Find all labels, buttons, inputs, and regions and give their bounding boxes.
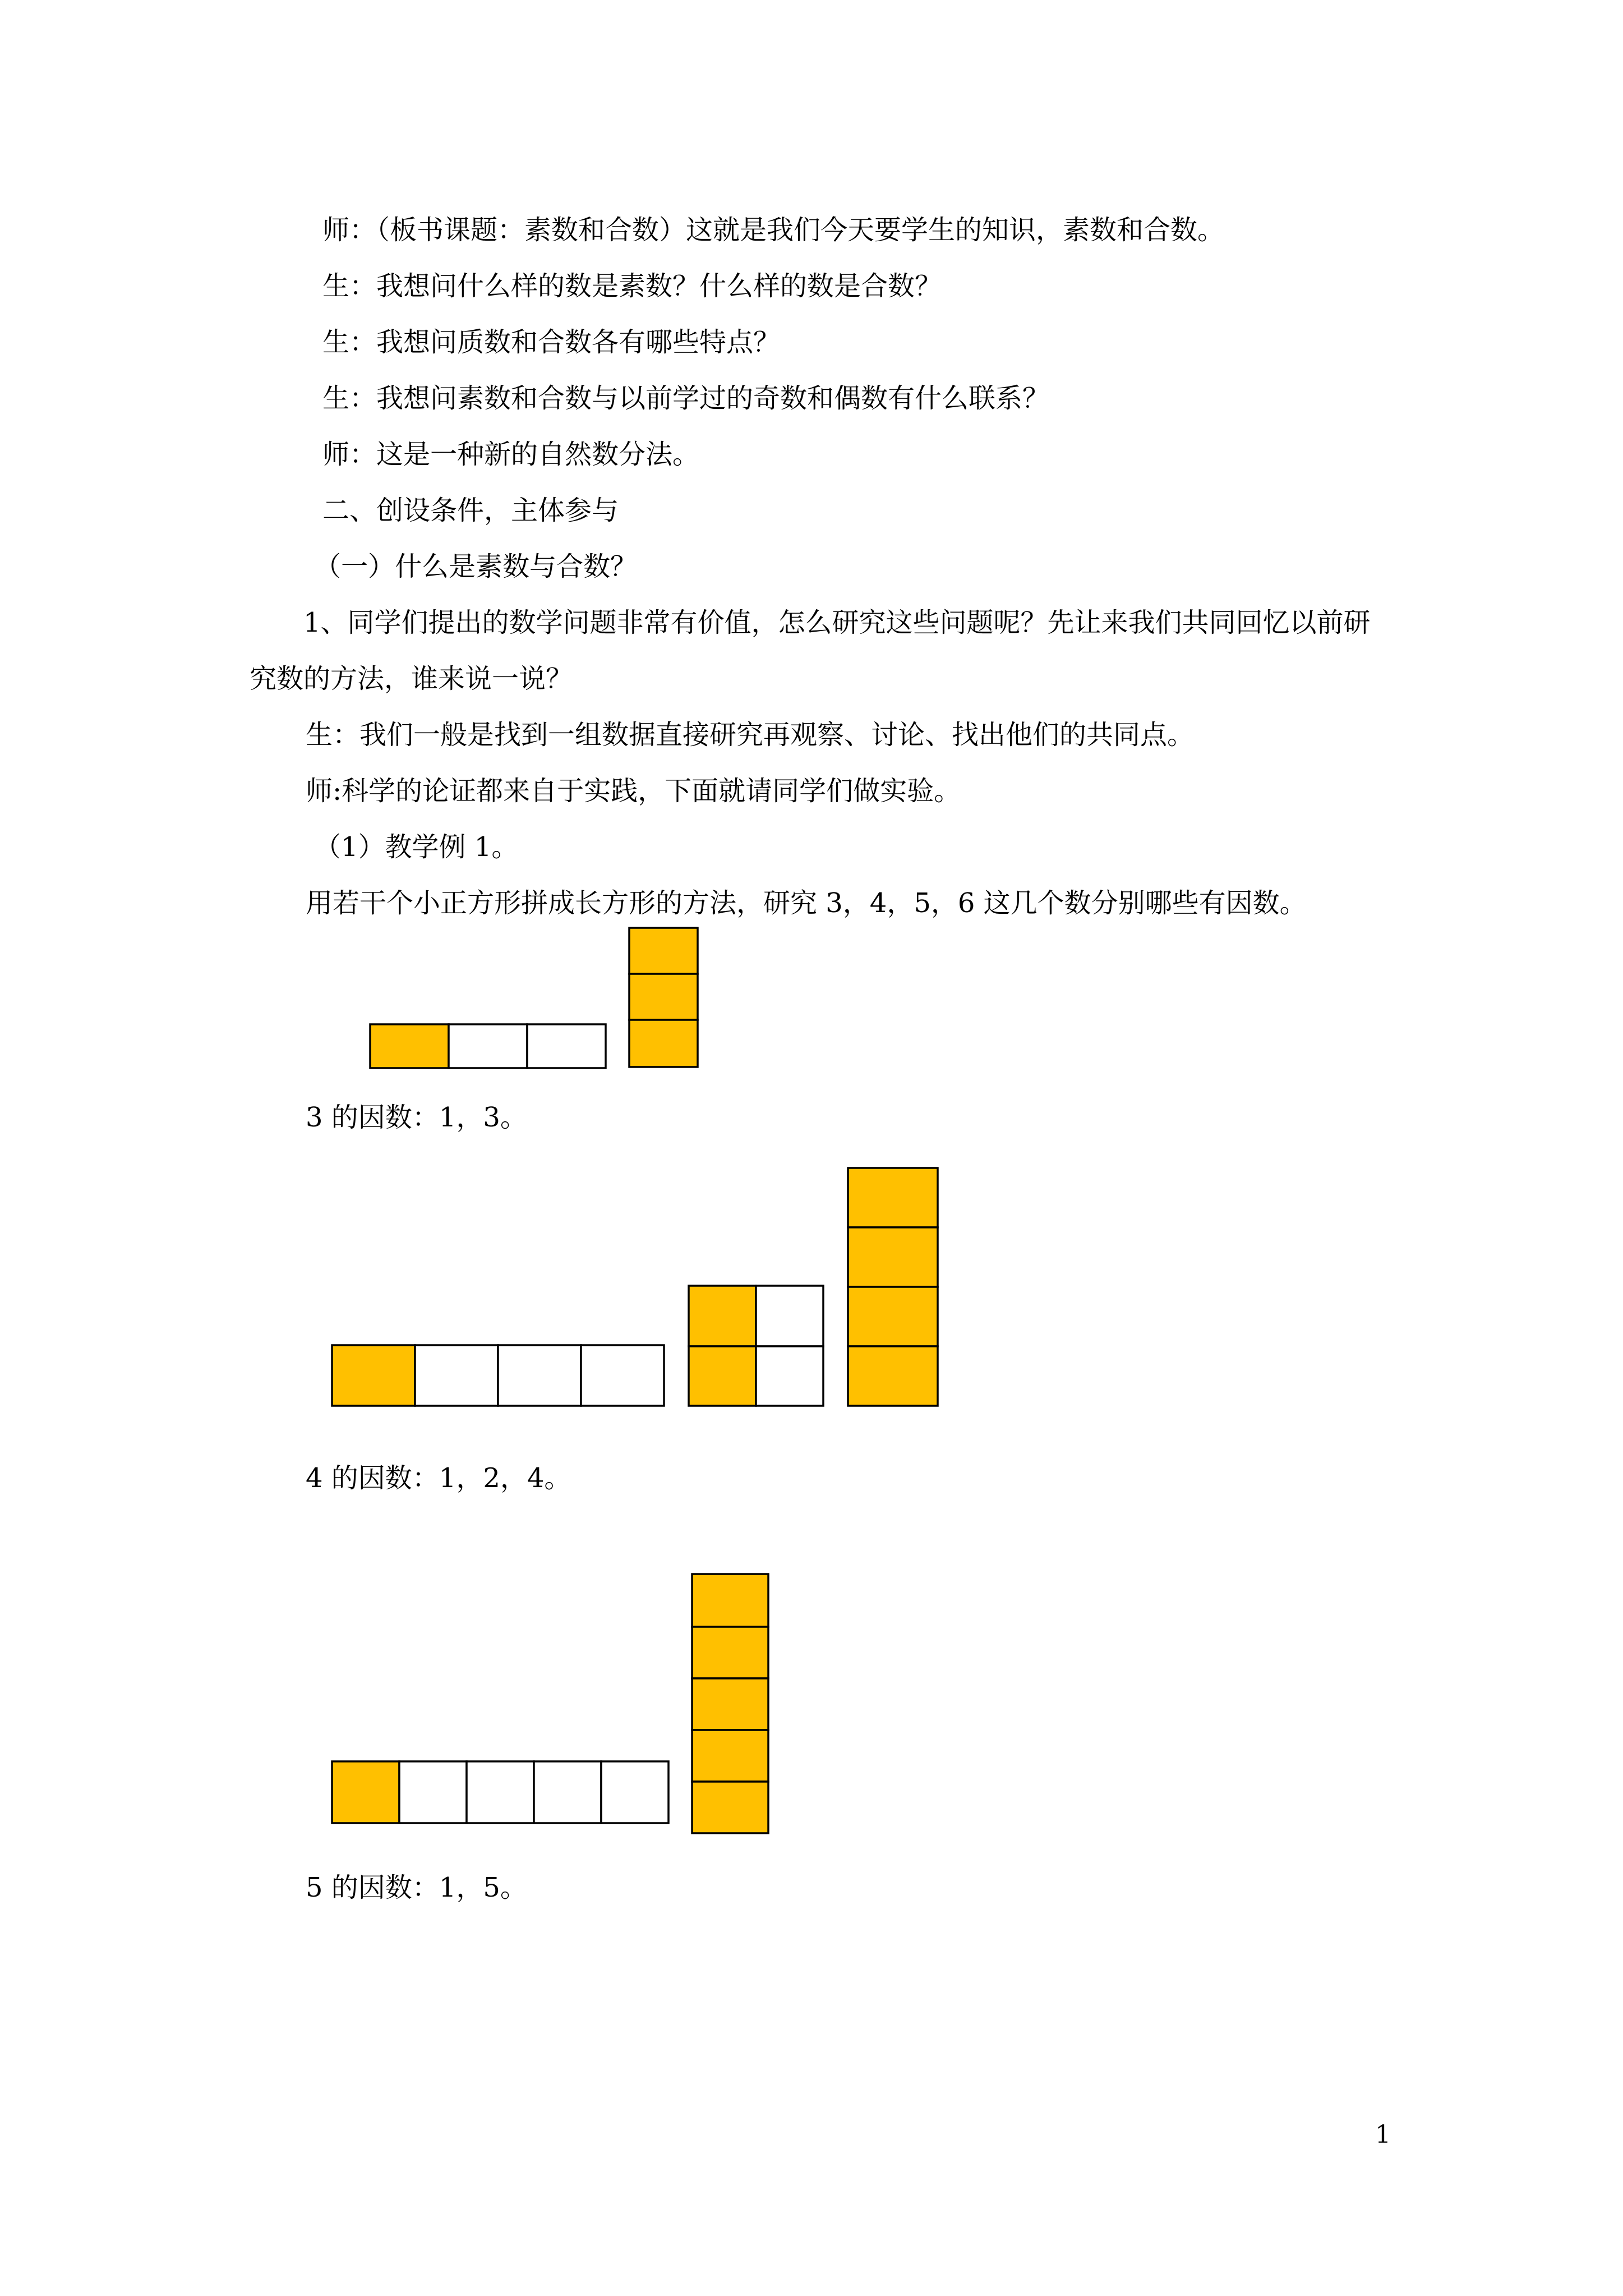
square-cell [692, 1678, 768, 1730]
square-cell [692, 1574, 768, 1627]
subsection-heading: （一）什么是素数与合数？ [314, 551, 638, 582]
square-cell [601, 1761, 668, 1823]
column-3x1 [629, 928, 698, 1067]
square-cell [848, 1346, 938, 1406]
row-1x3 [370, 1024, 606, 1068]
row-1x4 [332, 1345, 664, 1406]
square-cell [332, 1345, 415, 1406]
square-cell [848, 1287, 938, 1346]
square-cell [756, 1286, 823, 1346]
square-cell [848, 1227, 938, 1287]
text-line-teacher-topic: 师：（板书课题：素数和合数）这就是我们今天要学生的知识，素数和合数。 [322, 214, 1225, 246]
square-cell [756, 1346, 823, 1406]
text-line-student-question-3: 生：我想问素数和合数与以前学过的奇数和偶数有什么联系？ [322, 383, 1050, 414]
square-cell [415, 1345, 498, 1406]
factors-of-4-caption: 4 的因数：1，2，4。 [306, 1462, 571, 1494]
text-line-student-question-1: 生：我想问什么样的数是素数？什么样的数是合数？ [322, 270, 942, 302]
figure-4-arrangements [332, 1168, 938, 1406]
section-heading: 二、创设条件，主体参与 [322, 495, 619, 526]
factors-of-3-caption: 3 的因数：1，3。 [306, 1102, 527, 1133]
factors-of-5-caption: 5 的因数：1，5。 [306, 1872, 527, 1903]
row-1x5 [332, 1761, 668, 1823]
grid-2x2 [689, 1286, 823, 1406]
column-5x1 [692, 1574, 768, 1833]
square-cell [449, 1024, 527, 1068]
square-cell [399, 1761, 467, 1823]
text-line-student-answer: 生：我们一般是找到一组数据直接研究再观察、讨论、找出他们的共同点。 [306, 719, 1195, 751]
text-line-teacher-experiment: 师:科学的论证都来自于实践，下面就请同学们做实验。 [306, 775, 961, 807]
text-line-student-question-2: 生：我想问质数和合数各有哪些特点？ [322, 326, 781, 358]
column-4x1 [848, 1168, 938, 1406]
text-line-instructions: 用若干个小正方形拼成长方形的方法，研究 3，4，5，6 这几个数分别哪些有因数。 [306, 887, 1307, 919]
square-cell [498, 1345, 581, 1406]
paragraph-method-review: 1、同学们提出的数学问题非常有价值，怎么研究这些问题呢？先让来我们共同回忆以前研究数的方法，谁来说一说？ [250, 607, 1371, 694]
square-cell [629, 1020, 698, 1067]
square-cell [848, 1168, 938, 1227]
square-cell [534, 1761, 601, 1823]
square-cell [581, 1345, 664, 1406]
square-cell [370, 1024, 449, 1068]
example-heading: （1）教学例 1。 [314, 831, 519, 863]
square-cell [332, 1761, 399, 1823]
square-cell [629, 974, 698, 1020]
square-cell [629, 928, 698, 974]
figure-3-arrangements [370, 928, 698, 1068]
text-line-teacher-response: 师：这是一种新的自然数分法。 [322, 439, 700, 470]
square-cell [527, 1024, 606, 1068]
page-number: 1 [1375, 2120, 1391, 2149]
square-cell [692, 1730, 768, 1782]
square-cell [689, 1286, 756, 1346]
figure-5-arrangements [332, 1574, 768, 1833]
square-cell [689, 1346, 756, 1406]
square-cell [692, 1627, 768, 1678]
square-cell [467, 1761, 534, 1823]
square-cell [692, 1782, 768, 1833]
